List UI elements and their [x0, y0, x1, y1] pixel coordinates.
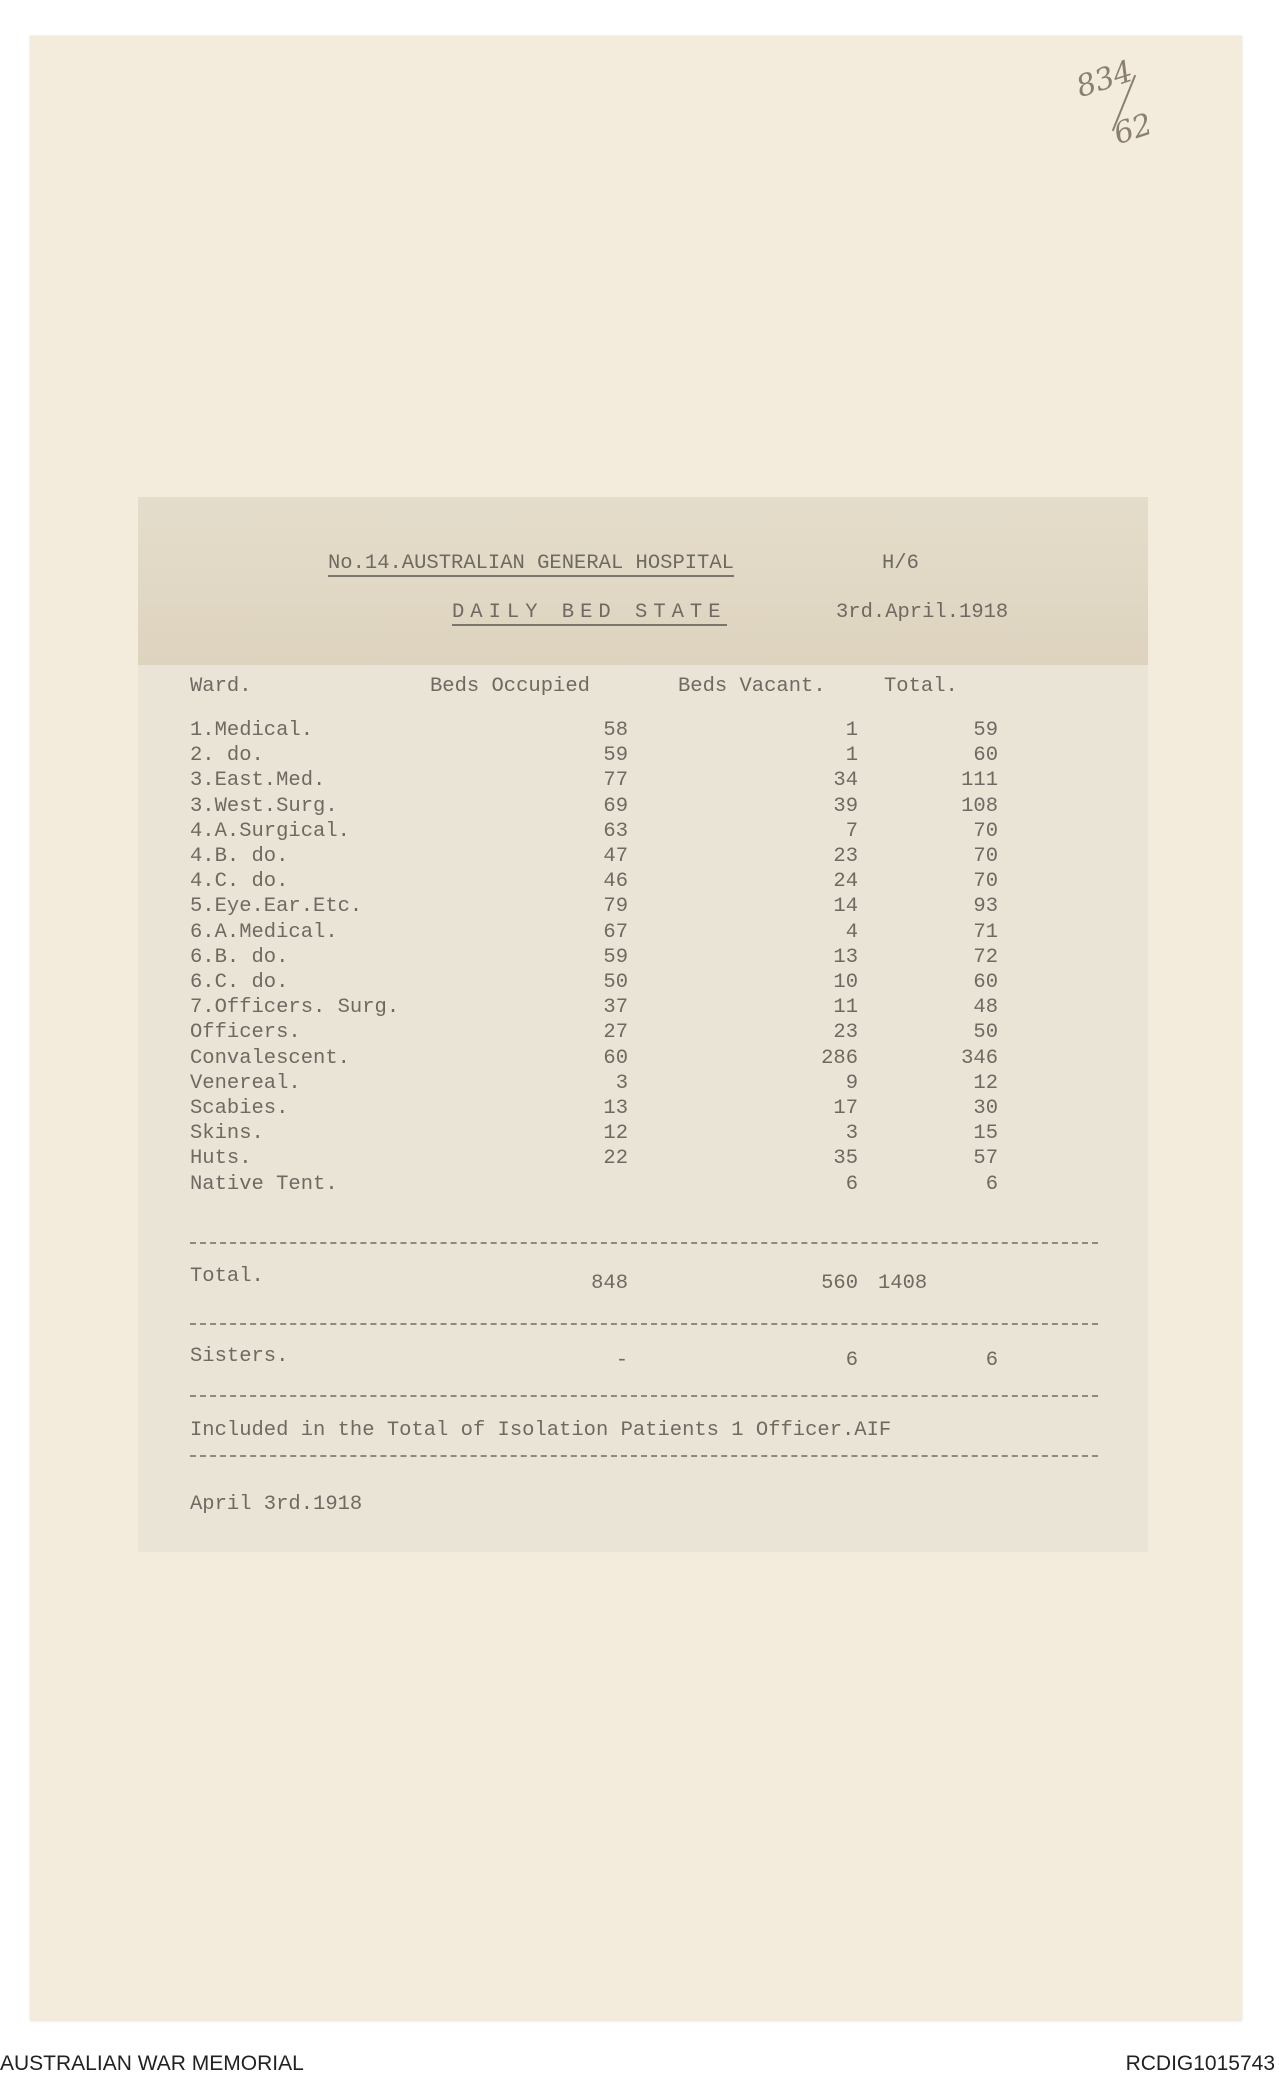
ward-vacant: 23 — [833, 1021, 858, 1044]
ward-vacant: 3 — [845, 1122, 858, 1145]
document-ref: H/6 — [882, 552, 919, 575]
isolation-note: Included in the Total of Isolation Patients 1 Officer.AIF — [190, 1419, 892, 1442]
document-date: 3rd.April.1918 — [836, 601, 1009, 624]
ward-name: 4.C. do. — [190, 870, 289, 893]
ward-name: 5.Eye.Ear.Etc. — [190, 895, 363, 918]
ward-vacant: 10 — [833, 971, 858, 994]
total-occupied: 848 — [591, 1272, 628, 1295]
ward-vacant: 35 — [833, 1147, 858, 1170]
ward-total: 60 — [973, 744, 998, 767]
ward-name: Huts. — [190, 1147, 252, 1170]
ward-total: 93 — [973, 895, 998, 918]
footer-credit: AUSTRALIAN WAR MEMORIAL — [0, 2052, 304, 2075]
ward-occupied: 12 — [603, 1122, 628, 1145]
ward-name: Convalescent. — [190, 1047, 350, 1070]
photo-top-band — [138, 497, 1148, 665]
ward-name: 3.West.Surg. — [190, 795, 338, 818]
sisters-label: Sisters. — [190, 1345, 289, 1368]
total-total: 1408 — [878, 1272, 928, 1295]
ward-vacant: 34 — [833, 769, 858, 792]
ward-name: Scabies. — [190, 1097, 289, 1120]
rule-3 — [190, 1395, 1098, 1397]
ward-name: Officers. — [190, 1021, 301, 1044]
ward-vacant: 4 — [845, 921, 858, 944]
ward-name: Skins. — [190, 1122, 264, 1145]
ward-total: 30 — [973, 1097, 998, 1120]
ward-occupied: 22 — [603, 1147, 628, 1170]
ward-name: 1.Medical. — [190, 719, 314, 742]
ward-occupied: 79 — [603, 895, 628, 918]
ward-vacant: 14 — [833, 895, 858, 918]
ward-total: 70 — [973, 820, 998, 843]
ward-vacant: 23 — [833, 845, 858, 868]
ward-occupied: 63 — [603, 820, 628, 843]
rule-1 — [190, 1242, 1098, 1244]
ward-occupied: 59 — [603, 946, 628, 969]
ward-vacant: 9 — [845, 1072, 858, 1095]
ward-occupied: 58 — [603, 719, 628, 742]
ward-vacant: 39 — [833, 795, 858, 818]
ward-name: 2. do. — [190, 744, 264, 767]
header-total: Total. — [884, 675, 958, 698]
ref-bottom-number: 62 — [1109, 106, 1157, 153]
ward-total: 108 — [961, 795, 998, 818]
ward-vacant: 11 — [833, 996, 858, 1019]
ward-name: 3.East.Med. — [190, 769, 326, 792]
ward-vacant: 13 — [833, 946, 858, 969]
ward-total: 72 — [973, 946, 998, 969]
ward-occupied: 50 — [603, 971, 628, 994]
sisters-vacant: 6 — [845, 1349, 858, 1372]
header-ward: Ward. — [190, 675, 252, 698]
ward-vacant: 6 — [845, 1173, 858, 1196]
ward-vacant: 7 — [845, 820, 858, 843]
handwritten-reference — [1071, 54, 1157, 172]
ward-total: 60 — [973, 971, 998, 994]
ward-name: 6.A.Medical. — [190, 921, 338, 944]
ward-occupied: 60 — [603, 1047, 628, 1070]
total-label: Total. — [190, 1265, 264, 1288]
ward-name: 6.B. do. — [190, 946, 289, 969]
ward-total: 15 — [973, 1122, 998, 1145]
ward-total: 70 — [973, 845, 998, 868]
ward-name: Native Tent. — [190, 1173, 338, 1196]
ward-occupied: 3 — [615, 1072, 628, 1095]
ward-total: 50 — [973, 1021, 998, 1044]
ward-total: 346 — [961, 1047, 998, 1070]
header-occupied: Beds Occupied — [430, 675, 590, 698]
document-subtitle: DAILY BED STATE — [452, 601, 727, 624]
ward-total: 57 — [973, 1147, 998, 1170]
ward-occupied: 47 — [603, 845, 628, 868]
ward-occupied: 69 — [603, 795, 628, 818]
ward-vacant: 286 — [821, 1047, 858, 1070]
ward-total: 6 — [985, 1173, 998, 1196]
ward-total: 12 — [973, 1072, 998, 1095]
ward-occupied: 13 — [603, 1097, 628, 1120]
ref-top-number: 834 — [1071, 54, 1138, 105]
ward-total: 71 — [973, 921, 998, 944]
ward-occupied: 46 — [603, 870, 628, 893]
footer-id: RCDIG1015743 — [1125, 2052, 1275, 2075]
ward-name: 4.B. do. — [190, 845, 289, 868]
ward-total: 48 — [973, 996, 998, 1019]
ward-name: Venereal. — [190, 1072, 301, 1095]
rule-4 — [190, 1455, 1098, 1457]
ward-occupied: 67 — [603, 921, 628, 944]
ward-vacant: 24 — [833, 870, 858, 893]
ward-name: 6.C. do. — [190, 971, 289, 994]
ward-name: 7.Officers. Surg. — [190, 996, 400, 1019]
ward-vacant: 17 — [833, 1097, 858, 1120]
ward-vacant: 1 — [845, 719, 858, 742]
signed-date: April 3rd.1918 — [190, 1493, 363, 1516]
ward-total: 70 — [973, 870, 998, 893]
sisters-total: 6 — [985, 1349, 998, 1372]
ward-occupied: 37 — [603, 996, 628, 1019]
total-vacant: 560 — [821, 1272, 858, 1295]
header-vacant: Beds Vacant. — [678, 675, 826, 698]
ward-occupied: 27 — [603, 1021, 628, 1044]
ward-total: 111 — [961, 769, 998, 792]
bed-state-photo — [138, 497, 1148, 1552]
ward-vacant: 1 — [845, 744, 858, 767]
sisters-occupied: - — [615, 1349, 628, 1372]
ward-occupied: 59 — [603, 744, 628, 767]
ward-total: 59 — [973, 719, 998, 742]
document-title: No.14.AUSTRALIAN GENERAL HOSPITAL — [328, 552, 734, 575]
ward-occupied: 77 — [603, 769, 628, 792]
ward-name: 4.A.Surgical. — [190, 820, 350, 843]
rule-2 — [190, 1323, 1098, 1325]
